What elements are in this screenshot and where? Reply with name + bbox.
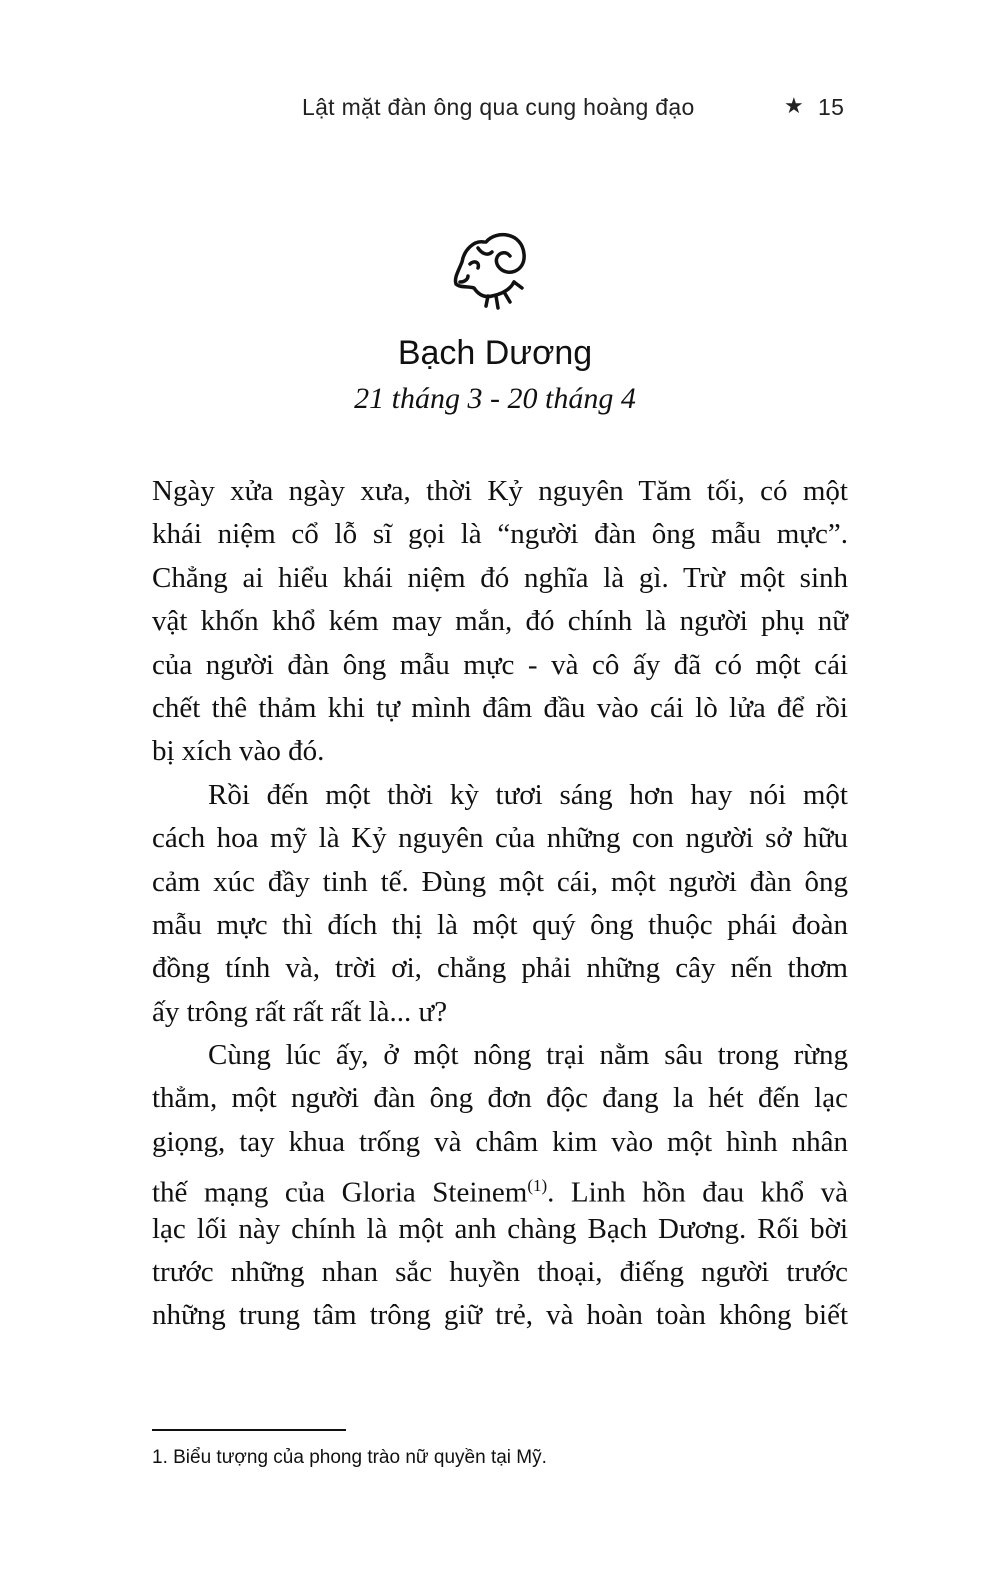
text-line: Chẳng ai hiểu khái niệm đó nghĩa là gì. Trừ một sinh [152,561,848,594]
text-line: Rồi đến một thời kỳ tươi sáng hơn hay nói một [208,778,848,811]
text-line: cách hoa mỹ là Kỷ nguyên của những con người sở hữu [152,822,848,855]
chapter-date-range: 21 tháng 3 - 20 tháng 4 [354,382,636,415]
footnote-reference[interactable]: (1) [527,1176,548,1196]
text-segment: thế mạng của Gloria Steinem [152,1176,528,1209]
chapter-title: Bạch Dương [397,334,593,372]
text-line: thẳm, một người đàn ông đơn độc đang la hét đến lạc [152,1082,848,1115]
text-line: ấy trông rất rất rất là... ư? [152,995,448,1028]
star-icon: ★ [784,93,805,118]
text-line: cảm xúc đầy tinh tế. Đùng một cái, một người đàn ông [152,865,848,898]
text-line [152,1164,848,1207]
text-line: giọng, tay khua trống và châm kim vào một hình nhân [152,1125,848,1158]
text-line: trước những nhan sắc huyền thoại, điếng người trước [152,1256,848,1289]
footnote: 1. Biểu tượng của phong trào nữ quyền tại Mỹ. [152,1447,547,1468]
text-line: đồng tính và, trời ơi, chẳng phải những cây nến thơm [152,952,848,985]
text-segment: . Linh hồn đau khổ và [547,1176,849,1209]
text-line: của người đàn ông mẫu mực - và cô ấy đã có một cái [152,648,848,681]
body-text [152,470,848,1338]
running-header-title: Lật mặt đàn ông qua cung hoàng đạo [302,94,695,120]
text-line: khái niệm cổ lỗ sĩ gọi là “người đàn ông mẫu mực”. [152,518,848,551]
text-line: vật khốn khổ kém may mắn, đó chính là người phụ nữ [152,605,848,638]
text-line: bị xích vào đó. [152,735,325,768]
text-line: những trung tâm trông giữ trẻ, và hoàn toàn không biết [152,1299,848,1332]
text-line: lạc lối này chính là một anh chàng Bạch Dương. Rối bời [152,1212,848,1245]
text-line: mẫu mực thì đích thị là một quý ông thuộc phái đoàn [152,908,848,941]
text-line: Ngày xửa ngày xưa, thời Kỷ nguyên Tăm tối, có một [152,475,848,507]
footnote-divider [152,1429,346,1431]
text-line: chết thê thảm khi tự mình đâm đầu vào cái lò lửa để rồi [152,691,848,724]
page-number: 15 [818,94,845,120]
aries-ram-icon [448,228,532,314]
text-line: Cùng lúc ấy, ở một nông trại nằm sâu trong rừng [208,1039,848,1072]
